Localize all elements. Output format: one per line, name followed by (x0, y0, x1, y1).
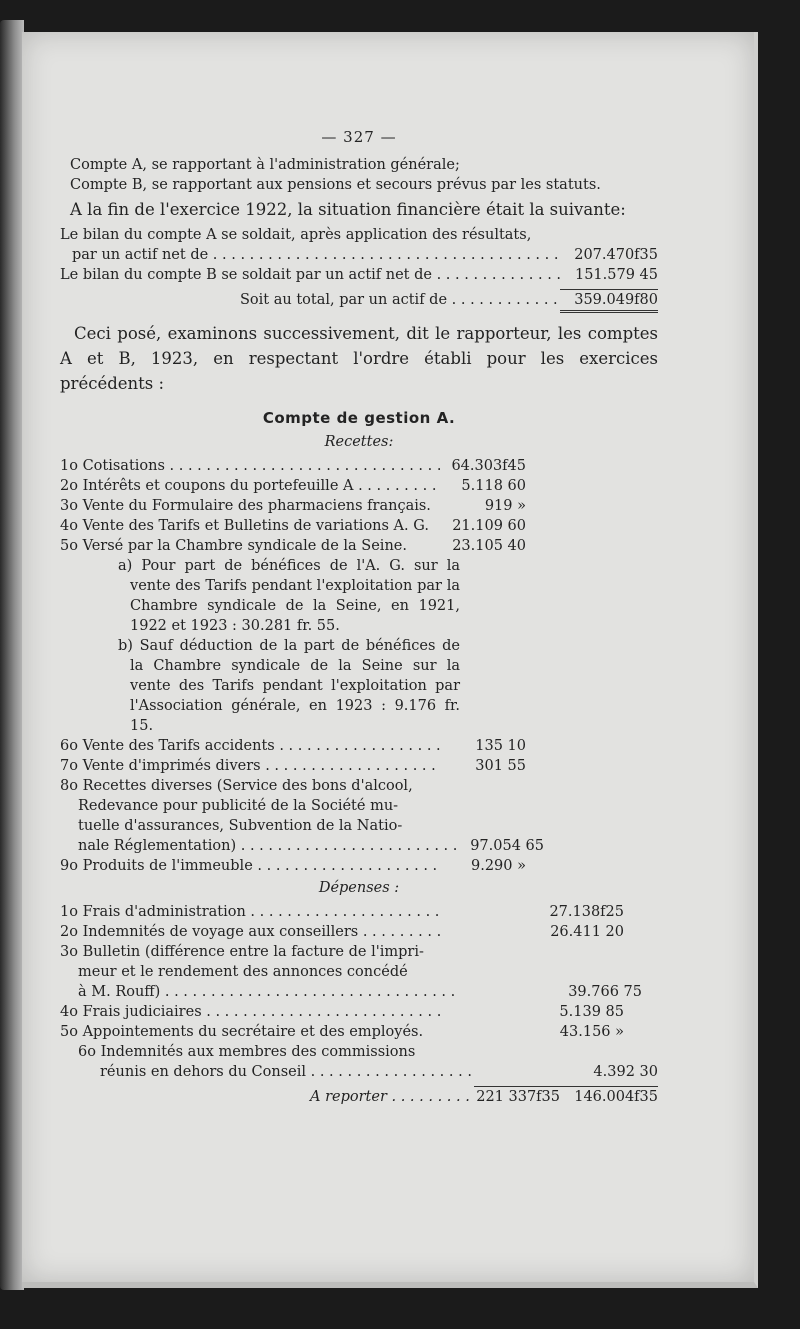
receipt-8-line: 8o Recettes diverses (Service des bons d'alcool, (60, 778, 413, 794)
book-spine (0, 20, 24, 1290)
receipt-label: 5o Versé par la Chambre syndicale de la Seine. (60, 538, 407, 554)
balance-total-row (60, 289, 658, 313)
carry-receipts-total: 221 337f35 (474, 1086, 560, 1107)
book-page (22, 32, 758, 1288)
receipt-row (60, 476, 658, 496)
receipt-item-8 (60, 776, 440, 836)
balance-total-value: 359.049f80 (560, 289, 658, 313)
receipt-value: 9.290 » (471, 858, 526, 874)
intro-line-2: Compte B, se rapportant aux pensions et secours prévus par les statuts. (70, 177, 601, 193)
expense-row (60, 1062, 658, 1082)
expense-row (60, 1002, 658, 1022)
balance-a-line-1: Le bilan du compte A se soldait, après application des résultats, (60, 227, 532, 243)
receipt-row (60, 516, 658, 536)
receipt-row (60, 736, 658, 756)
receipt-value: 64.303f45 (451, 458, 526, 474)
expense-value: 39.766 75 (568, 984, 642, 1000)
expense-label: 4o Frais judiciaires . . . (60, 1002, 440, 1022)
section-title: Compte de gestion A. (262, 409, 456, 427)
expenses-title: Dépenses : (318, 880, 400, 896)
expense-label: 1o Frais d'administration . . . (60, 902, 440, 922)
expense-label: réunis en dehors du Conseil . . . (60, 1062, 474, 1082)
balance-a-value: 207.470f35 (574, 247, 658, 263)
receipt-row (60, 536, 658, 556)
receipt-label: 6o Vente des Tarifs accidents . . . (60, 736, 440, 756)
receipt-8-line: tuelle d'assurances, Subvention de la Natio- (78, 818, 403, 834)
receipt-value: 21.109 60 (452, 518, 526, 534)
receipt-label: 7o Vente d'imprimés divers . . . (60, 756, 440, 776)
receipt-value: 301 55 (475, 758, 526, 774)
expenses-list (60, 902, 658, 1107)
receipt-row (60, 756, 658, 776)
receipt-label: 4o Vente des Tarifs et Bulletins de variations A. G. (60, 518, 429, 534)
balance-b-label: Le bilan du compte B se soldait par un actif net de . . . (60, 265, 560, 285)
expense-row (60, 1022, 658, 1042)
receipt-label: 9o Produits de l'immeuble . . . (60, 856, 440, 876)
expense-3-line: meur et le rendement des annonces concédé (78, 964, 408, 980)
expense-value: 43.156 » (559, 1024, 624, 1040)
receipt-note-b: b) Sauf déduction de la part de bénéfices de la Chambre syndicale de la Seine sur la vente des Tarifs pendant l'exploitation par l'Association générale, en 1923 : 9.176 fr. 15. (118, 638, 460, 734)
balance-b-value: 151.579 45 (574, 267, 658, 283)
receipt-label: nale Réglementation) . . . (60, 836, 458, 856)
receipt-value: 97.054 65 (470, 838, 544, 854)
receipt-label: 1o Cotisations . . . (60, 456, 440, 476)
receipt-label: 2o Intérêts et coupons du portefeuille A . . . (60, 476, 440, 496)
expense-row (60, 922, 658, 942)
expense-row (60, 982, 658, 1002)
page-content (60, 127, 658, 1107)
receipt-row (60, 856, 658, 876)
balance-block (60, 225, 658, 313)
receipt-value: 135 10 (475, 738, 526, 754)
expense-label: à M. Rouff) . . . (60, 982, 458, 1002)
receipt-8-line: Redevance pour publicité de la Société mu- (78, 798, 399, 814)
receipt-row (60, 456, 658, 476)
expense-6-line: 6o Indemnités aux membres des commissions (78, 1044, 416, 1060)
intro-line-1: Compte A, se rapportant à l'administration générale; (70, 157, 460, 173)
carry-label: A reporter . . . (60, 1087, 474, 1107)
receipt-value: 23.105 40 (452, 538, 526, 554)
balance-a-row (60, 245, 658, 265)
carry-expenses-total: 146.004f35 (560, 1086, 658, 1107)
expense-value: 5.139 85 (559, 1004, 624, 1020)
balance-total-label: Soit au total, par un actif de . . . (60, 290, 560, 310)
expense-label: 2o Indemnités de voyage aux conseillers . . . (60, 922, 440, 942)
receipt-note-a: a) Pour part de bénéfices de l'A. G. sur la vente des Tarifs pendant l'exploitation par la Chambre syndicale de la Seine, en 1921, 1922 et 1923 : 30.281 fr. 55. (118, 558, 460, 634)
expense-value: 4.392 30 (593, 1064, 658, 1080)
expense-value: 27.138f25 (549, 904, 624, 920)
receipts-title: Recettes: (324, 434, 394, 450)
page-number: — 327 — (321, 128, 397, 146)
balance-a-label: par un actif net de . . . (60, 245, 560, 265)
receipt-row (60, 836, 658, 856)
receipts-list (60, 456, 658, 876)
receipt-label: 3o Vente du Formulaire des pharmaciens français. (60, 498, 431, 514)
intro-line-3: A la fin de l'exercice 1922, la situation financière était la suivante: (70, 200, 626, 219)
expense-3-line: 3o Bulletin (différence entre la facture de l'impri- (60, 944, 424, 960)
expense-item-3 (60, 942, 440, 982)
receipt-row (60, 496, 658, 516)
expense-label: 5o Appointements du secrétaire et des employés. (60, 1024, 424, 1040)
expense-value: 26.411 20 (550, 924, 624, 940)
intro-paragraph: Ceci posé, examinons successivement, dit le rapporteur, les comptes A et B, 1923, en respectant l'ordre établi pour les exercices précédents : (60, 324, 658, 393)
carry-row (60, 1086, 658, 1107)
expense-row (60, 902, 658, 922)
receipt-value: 919 » (484, 498, 526, 514)
balance-b-row (60, 265, 658, 285)
receipt-value: 5.118 60 (461, 478, 526, 494)
